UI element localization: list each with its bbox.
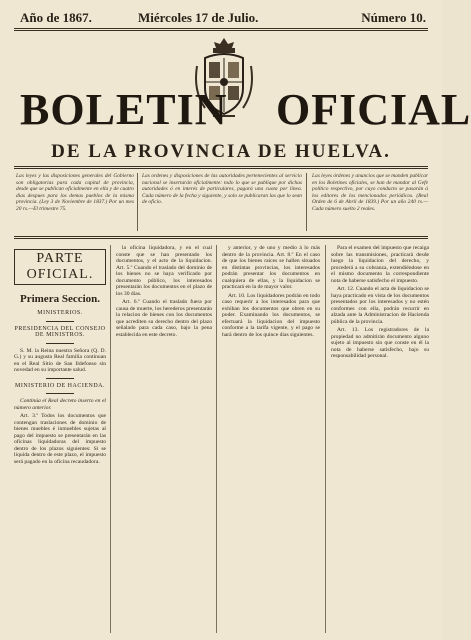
- article-paragraph: Art. 13. Los registradores de la propiedad no admitirán documento alguno sujeto al impuesto sin que conste en él la nota de haberse satisfecho, bajo su responsabilidad personal.: [331, 327, 429, 359]
- column-4: [331, 245, 429, 362]
- article-paragraph: la oficina liquidadora, y en el cual conste que se han presentado los documentos, y el acto de la liquidacion. Art. 5.º Cuando el traslado del dominio de los bienes no se haya verificado por documento público, los interesados presentarán los documentos en el plazo de los 30 dias.: [116, 245, 212, 297]
- continuation-note: Continúa el Real decreto inserto en el número anterior.: [14, 398, 106, 411]
- issue-year: Año de 1867.: [20, 10, 92, 25]
- divider: [14, 30, 428, 31]
- ministries-heading: MINISTERIOS.: [37, 310, 83, 316]
- divider: [46, 378, 74, 379]
- divider: [306, 173, 307, 231]
- article-paragraph: Art. 10. Los liquidadores podrán en todo caso requerir a los interesados para que exhiban los documentos que obren en su poder. Examinando los documentos, se efectuará la liquidacion del impuesto conforme a la tarifa vigente, y el pago se hará dentro de los quince dias siguientes.: [222, 292, 320, 338]
- divider: [46, 393, 74, 394]
- divider: [14, 166, 428, 167]
- issue-number: Número 10.: [361, 10, 426, 25]
- divider: [14, 168, 428, 169]
- article-paragraph: Art. 12. Cuando el acta de liquidacion se haya practicado en vista de los documentos presentados por los interesados y no estén conformes con ella, podrán recurrir en alzada ante la Administracion de Hacienda pública de la provincia.: [331, 286, 429, 325]
- divider: [216, 245, 217, 633]
- article-paragraph: Art. 6.º Cuando el traslado fuera por causa de muerte, los herederos presentarán la relacion de bienes con los documentos que acrediten su derecho dentro del plazo señalado para cada caso, bajo la pena establecida en este decreto.: [116, 299, 212, 338]
- presidency-heading: PRESIDENCIA DEL CONSEJO DE MINISTROS.: [14, 325, 106, 338]
- masthead-top-line: [18, 10, 426, 26]
- masthead-subtitle: DE LA PROVINCIA DE HUELVA.: [51, 141, 391, 162]
- notice-publication: Las ordenes y disposiciones de las autoridades pertenecientes al servicio nacional se insertarán oficialmente: todo lo que se publique por dichas autoridades ó en interés de particulares, pagará una cuota por línea. Cada número de la fecha y siguiente, y solo se publicaran las que lo sean de oficio.: [142, 173, 302, 206]
- notice-laws: Las leyes y las disposiciones generales del Gobierno son obligatorias para cada capital de provincia, desde que se publican oficialmente en ella y de cuatro dias despues para los demas pueblos de la misma provincia. (Ley 3 de Noviembre de 1837.) Por un mes 20 rs.—El trimestre 75.: [16, 173, 134, 212]
- divider: [137, 173, 138, 231]
- column-3: [222, 245, 320, 340]
- article-paragraph: y anterior, y de uno y medio á lo más dentro de la provincia. Art. 8.º En el caso de que los bienes raíces se hallen situados en distintas provincias, los interesados podrán presentar los documentos en cualquiera de ellas, y la liquidacion se practicará en la de mayor valor.: [222, 245, 320, 290]
- divider: [325, 245, 326, 633]
- article-paragraph: Art. 3.º Todos los documentos que contengan traslaciones de dominio de bienes muebles é inmuebles sujetas al pago del impuesto se presentarán en las oficinas liquidadoras del impuesto dentro de los plazos siguientes: Si se liquida dentro de este plazo, el impuesto será pagado en la oficina recaudadora.: [14, 413, 106, 465]
- section-subheading: Primera Seccion.: [19, 293, 101, 305]
- section-heading-parte-oficial: PARTE OFICIAL.: [14, 249, 106, 285]
- article-paragraph: Para el examen del impuesto que recaiga sobre las transmisiones, practicará desde luego la liquidacion del derecho, y procederá a su cobranza, extendiéndose en el mismo documento la correspondiente nota de haberse satisfecho el impuesto.: [331, 245, 429, 284]
- notice-subscription: Las leyes órdenes y anuncios que se manden publicar en los Boletines oficiales, se han de mandar al Gefe político respectivo, por cuyo conducto se pasarán á los editores de los mencionados periódicos. (Real Orden de 6 de Abril de 1839.) Por un año 240 rs.—Cada número suelto 2 reales.: [312, 173, 428, 212]
- issue-date: Miércoles 17 de Julio.: [138, 10, 259, 25]
- article-paragraph: S. M. la Reina nuestra Señora (Q. D. G.) y su augusta Real familia continuan en el Real Sitio de San Ildefonso sin novedad en su importante salud.: [14, 347, 106, 373]
- divider: [46, 343, 74, 344]
- divider: [14, 28, 428, 29]
- column-2: [116, 245, 212, 340]
- divider: [14, 236, 428, 237]
- divider: [14, 238, 428, 239]
- column-1: [14, 245, 106, 467]
- ministry-hacienda-heading: MINISTERIO DE HACIENDA.: [15, 382, 105, 389]
- masthead-title-right: OFICIAL: [276, 85, 471, 134]
- masthead-title-left: BOLETIN: [20, 85, 228, 134]
- divider: [46, 321, 74, 322]
- divider: [110, 245, 111, 633]
